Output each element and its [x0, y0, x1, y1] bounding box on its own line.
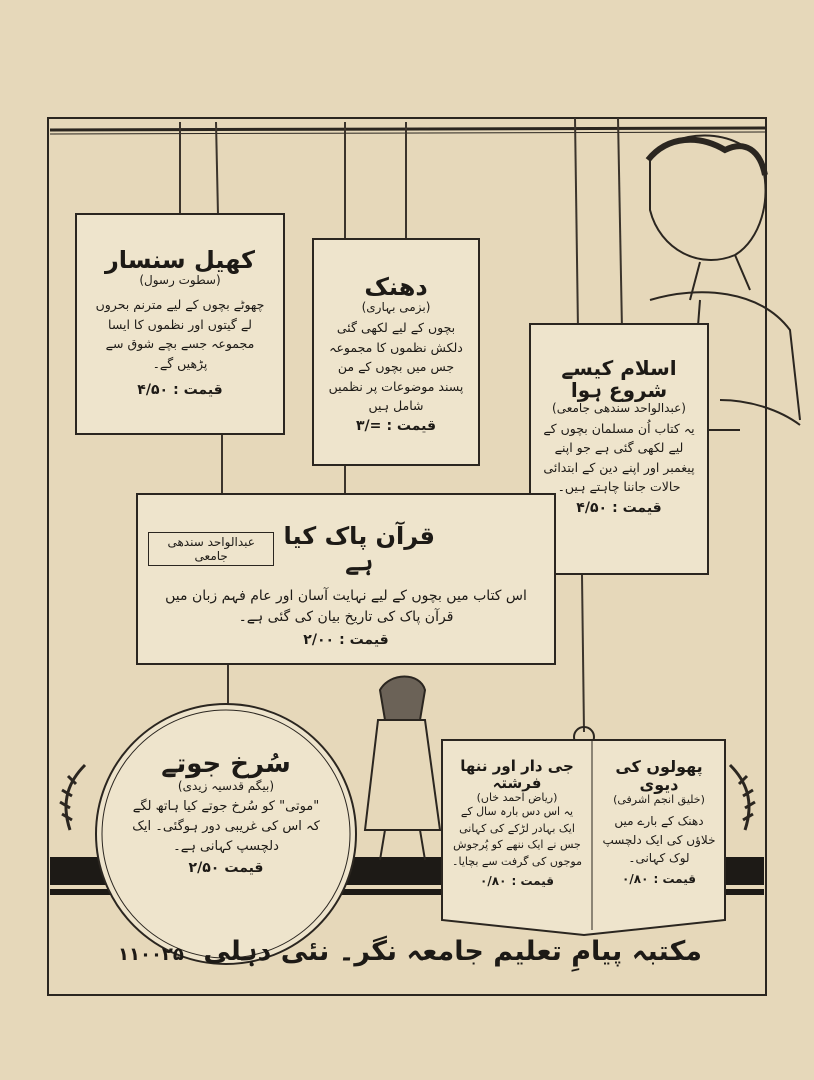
book-author: (سطوت رسول)	[139, 273, 221, 288]
book-card-dhanak	[312, 238, 480, 466]
book-description: چھوٹے بچوں کے لیے مترنم بحروں لے گیتوں اور نظموں کا ایسا مجموعہ جسے بچے شوق سے پڑھیں گے۔	[95, 297, 265, 371]
book-description: "موتی" کو سُرخ جوتے کیا ہاتھ لگے کہ اس کی غریبی دور ہوگئی۔ ایک دلچسپ کہانی ہے۔	[132, 798, 320, 854]
book-description: یہ اس دس بارہ سال کے ایک بہادر لڑکے کی کہانی جس نے ایک ننھے کو پُرجوش موجوں کی گرفت سے بچایا۔	[452, 805, 582, 868]
publisher-pincode: ۱۱۰۰۲۵	[117, 944, 184, 965]
book-card-phoolon-ki-devi	[596, 758, 722, 918]
book-title: قرآن پاک کیا ہے	[283, 522, 435, 577]
book-title: جی دار اور ننھا فرشتہ	[460, 758, 574, 792]
book-title: دھنک	[364, 273, 428, 301]
price-label: قیمت :	[612, 499, 662, 516]
book-author: (خلیق انجم اشرفی)	[613, 793, 705, 807]
book-price: ۴/۵۰	[137, 381, 169, 398]
book-price: ۴/۵۰	[576, 499, 608, 516]
book-price: =/۳	[355, 418, 382, 435]
book-title: کھیل سنسار	[104, 246, 256, 274]
book-description: بچوں کے لیے لکھی گئی دلکش نظموں کا مجموعہ جس میں بچوں کے من پسند موضوعات پر نظمیں شامل ہیں	[328, 320, 464, 413]
price-label: قیمت :	[386, 418, 437, 435]
book-price: ۲/۵۰	[188, 860, 220, 877]
book-card-jee-dar	[446, 758, 588, 923]
price-label: قیمت :	[653, 871, 696, 886]
price-label: قیمت :	[511, 874, 554, 888]
wheat-left-icon	[60, 765, 85, 830]
book-card-quran	[136, 493, 556, 665]
book-title: پھولوں کی دیوی	[615, 758, 703, 794]
book-description: دھنک کے بارے میں خلاؤں کی ایک دلچسپ لوک کہانی۔	[602, 814, 716, 866]
book-description: اس کتاب میں بچوں کے لیے نہایت آسان اور عام فہم زبان میں قرآن پاک کی تاریخ بیان کی گئی ہے۔	[165, 587, 527, 626]
book-author: (بزمی بہاری)	[361, 300, 431, 315]
book-card-khel-sansar	[75, 213, 285, 435]
book-card-islam	[529, 323, 709, 575]
price-label: قیمت :	[339, 632, 389, 649]
book-title: سُرخ جوتے	[161, 750, 291, 779]
book-author: (عبدالواحد سندھی جامعی)	[552, 401, 686, 415]
publisher-footer	[60, 936, 760, 967]
child-figure	[365, 677, 440, 861]
hanging-rope	[50, 128, 765, 130]
book-author: (بیگم قدسیہ زیدی)	[177, 778, 275, 793]
book-description: یہ کتاب اُن مسلمان بچوں کے لیے لکھی گئی ہے جو اپنے پیغمبر اور اپنے دین کے ابتدائی حالات جاننا چاہتے ہیں۔	[543, 421, 695, 495]
book-author: عبدالواحد سندھی جامعی	[148, 532, 274, 566]
book-title: اسلام کیسے شروع ہوا	[561, 356, 677, 402]
book-price: ۰/۸۰	[480, 874, 507, 888]
book-author: (ریاض احمد خاں)	[476, 791, 558, 804]
book-price: ۰/۸۰	[622, 871, 649, 886]
price-label: قیمت	[224, 860, 264, 877]
book-card-surkh-jootay	[126, 750, 326, 920]
price-label: قیمت :	[173, 381, 223, 398]
hanging-rope-shadow	[50, 132, 765, 134]
wheat-right-icon	[730, 765, 755, 830]
book-price: ۲/۰۰	[303, 632, 335, 649]
publisher-name: مکتبہ پیامِ تعلیم جامعہ نگر۔ نئی دہلی	[203, 936, 702, 967]
